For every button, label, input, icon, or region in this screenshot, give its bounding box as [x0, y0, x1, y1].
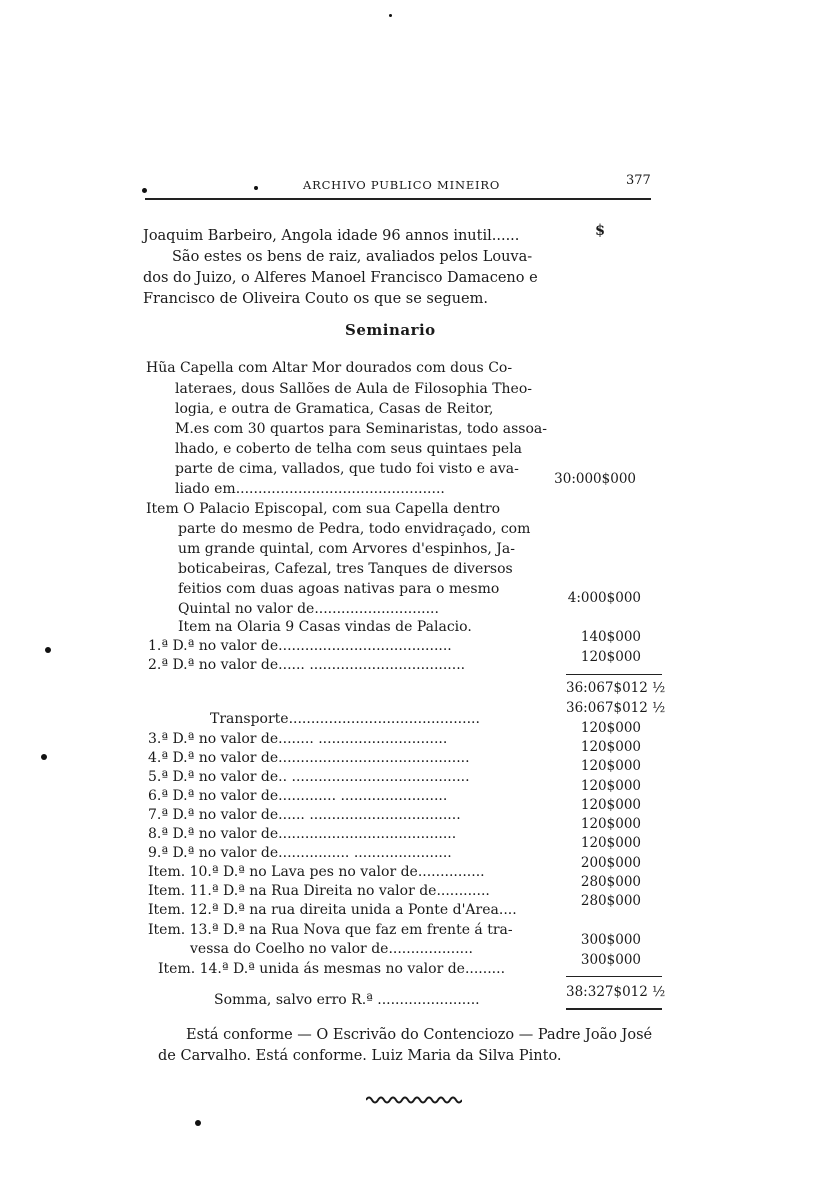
- palacio-line: feitios com duas agoas nativas para o mesmo: [178, 581, 500, 597]
- intro-line: dos do Juizo, o Alferes Manoel Francisco Damaceno e: [143, 270, 538, 286]
- section-title: Seminario: [345, 321, 436, 339]
- item-line: 6.ª D.ª no valor de............. ........................: [148, 788, 448, 804]
- somma-value: 38:327$012 ½: [566, 984, 666, 1000]
- capella-line: lateraes, dous Sallões de Aula de Filosophia Theo-: [175, 381, 532, 397]
- intro-value: $: [595, 222, 606, 239]
- closing-line: Está conforme — O Escrivão do Contenciozo — Padre João José: [186, 1027, 653, 1043]
- intro-line: Joaquim Barbeiro, Angola idade 96 annos inutil......: [143, 228, 520, 244]
- item-value: 140$000: [580, 629, 641, 645]
- running-header: ARCHIVO PUBLICO MINEIRO: [303, 178, 501, 192]
- item-value: 120$000: [580, 758, 641, 774]
- item-value: 120$000: [580, 835, 641, 851]
- item-value: 120$000: [580, 816, 641, 832]
- palacio-value: 4:000$000: [567, 590, 641, 606]
- closing-line: de Carvalho. Está conforme. Luiz Maria da Silva Pinto.: [158, 1048, 562, 1064]
- item-value: 120$000: [580, 797, 641, 813]
- item-line: Item. 11.ª D.ª na Rua Direita no valor de............: [148, 883, 490, 899]
- capella-line: liado em...............................................: [175, 481, 445, 497]
- capella-value: 30:000$000: [554, 471, 636, 487]
- margin-dot: [41, 754, 47, 760]
- item-line: 9.ª D.ª no valor de................ ......................: [148, 845, 452, 861]
- palacio-line: Quintal no valor de............................: [178, 601, 439, 617]
- olaria-line: Item na Olaria 9 Casas vindas de Palacio.: [178, 619, 472, 635]
- item-value: 300$000: [580, 952, 641, 968]
- margin-dot: [389, 14, 392, 17]
- item-line: 3.ª D.ª no valor de........ .............................: [148, 731, 448, 747]
- item-value: 200$000: [580, 855, 641, 871]
- margin-dot: [195, 1120, 201, 1126]
- item-line: Item. 14.ª D.ª unida ás mesmas no valor de.........: [158, 961, 506, 977]
- item-line: 8.ª D.ª no valor de........................................: [148, 826, 457, 842]
- wavy-ornament: [366, 1094, 462, 1104]
- palacio-line: Item O Palacio Episcopal, com sua Capella dentro: [146, 501, 501, 517]
- intro-line: Francisco de Oliveira Couto os que se seguem.: [143, 291, 488, 307]
- palacio-line: um grande quintal, com Arvores d'espinhos, Ja-: [178, 541, 515, 557]
- item-line: Item. 10.ª D.ª no Lava pes no valor de...............: [148, 864, 485, 880]
- margin-dot: [45, 647, 51, 653]
- page-number: 377: [626, 173, 651, 188]
- capella-line: M.es com 30 quartos para Seminaristas, todo assoa-: [175, 421, 547, 437]
- total-double-rule: [566, 1008, 662, 1010]
- item-line: 5.ª D.ª no valor de.. ........................................: [148, 769, 470, 785]
- item-value: 280$000: [580, 893, 641, 909]
- palacio-line: parte do mesmo de Pedra, todo envidraçado, com: [178, 521, 531, 537]
- capella-line: lhado, e coberto de telha com seus quintaes pela: [175, 441, 523, 457]
- header-rule: [145, 198, 651, 200]
- item-value: 120$000: [580, 778, 641, 794]
- item-line: 2.ª D.ª no valor de...... ...................................: [148, 657, 466, 673]
- capella-line: parte de cima, vallados, que tudo foi visto e ava-: [175, 461, 519, 477]
- transporte-line: Transporte...........................................: [210, 711, 480, 727]
- palacio-line: boticabeiras, Cafezal, tres Tanques de diversos: [178, 561, 513, 577]
- total-rule: [566, 976, 662, 977]
- item-value: 280$000: [580, 874, 641, 890]
- item-line: 1.ª D.ª no valor de.......................................: [148, 638, 452, 654]
- intro-line: São estes os bens de raiz, avaliados pelos Louva-: [172, 249, 533, 265]
- item-line: Item. 12.ª D.ª na rua direita unida a Ponte d'Area....: [148, 902, 517, 918]
- item-line: vessa do Coelho no valor de...................: [190, 941, 474, 957]
- item-line: 4.ª D.ª no valor de...........................................: [148, 750, 470, 766]
- item-value: 120$000: [580, 649, 641, 665]
- capella-line: logia, e outra de Gramatica, Casas de Reitor,: [175, 401, 494, 417]
- somma-line: Somma, salvo erro R.ª .......................: [214, 992, 480, 1008]
- capella-line: Hũa Capella com Altar Mor dourados com dous Co-: [146, 360, 513, 376]
- margin-dot: [142, 188, 147, 193]
- item-value: 120$000: [580, 739, 641, 755]
- item-line: Item. 13.ª D.ª na Rua Nova que faz em frente á tra-: [148, 922, 513, 938]
- item-line: 7.ª D.ª no valor de...... ..................................: [148, 807, 461, 823]
- subtotal-value: 36:067$012 ½: [566, 680, 666, 696]
- item-value: 300$000: [580, 932, 641, 948]
- subtotal-rule: [566, 674, 662, 675]
- item-value: 120$000: [580, 720, 641, 736]
- margin-dot: [254, 186, 258, 190]
- transporte-value: 36:067$012 ½: [566, 700, 666, 716]
